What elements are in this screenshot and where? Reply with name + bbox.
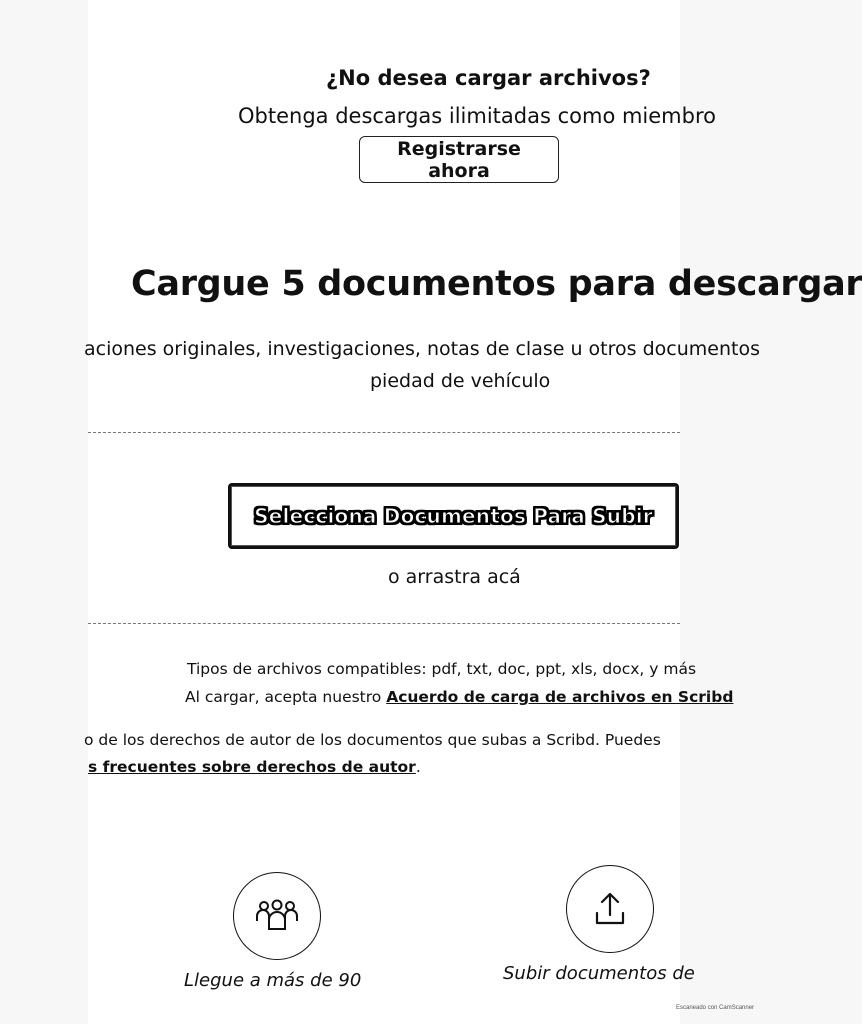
select-documents-button[interactable] bbox=[228, 483, 679, 549]
faq-suffix: . bbox=[415, 758, 421, 776]
page-title: Cargue 5 documentos para descargar bbox=[131, 264, 862, 304]
register-now-button[interactable]: Registrarse ahora bbox=[359, 136, 559, 183]
upload-agreement-text bbox=[185, 688, 733, 706]
promo-title: ¿No desea cargar archivos? bbox=[326, 66, 651, 90]
supported-file-types: Tipos de archivos compatibles: pdf, txt, doc, ppt, xls, docx, y más bbox=[187, 660, 697, 678]
upload-description-line2: piedad de vehículo bbox=[370, 370, 551, 392]
scanner-watermark: Escaneado con CamScanner bbox=[676, 1005, 755, 1011]
upload-icon bbox=[593, 891, 627, 927]
people-icon bbox=[254, 899, 300, 933]
people-icon-circle bbox=[233, 872, 321, 960]
copyright-faq-text bbox=[88, 758, 421, 776]
copyright-notice: o de los derechos de autor de los documentos que subas a Scribd. Puedes bbox=[84, 731, 661, 749]
upload-icon-circle bbox=[566, 865, 654, 953]
feature-reach-label: Llegue a más de 90 bbox=[184, 970, 362, 991]
dropzone-top-border bbox=[88, 432, 680, 433]
upload-agreement-link[interactable]: Acuerdo de carga de archivos en Scribd bbox=[386, 688, 734, 706]
feature-upload-label: Subir documentos de bbox=[503, 963, 695, 984]
upload-description-line1: aciones originales, investigaciones, notas de clase u otros documentos bbox=[84, 338, 760, 360]
drag-here-text: o arrastra acá bbox=[388, 566, 521, 588]
agreement-prefix: Al cargar, acepta nuestro bbox=[185, 688, 387, 706]
dropzone-bottom-border bbox=[88, 623, 680, 624]
select-documents-label: Selecciona Documentos Para Subir bbox=[254, 504, 653, 528]
copyright-faq-link[interactable]: s frecuentes sobre derechos de autor bbox=[88, 758, 416, 776]
promo-subtitle: Obtenga descargas ilimitadas como miembro bbox=[238, 104, 716, 128]
